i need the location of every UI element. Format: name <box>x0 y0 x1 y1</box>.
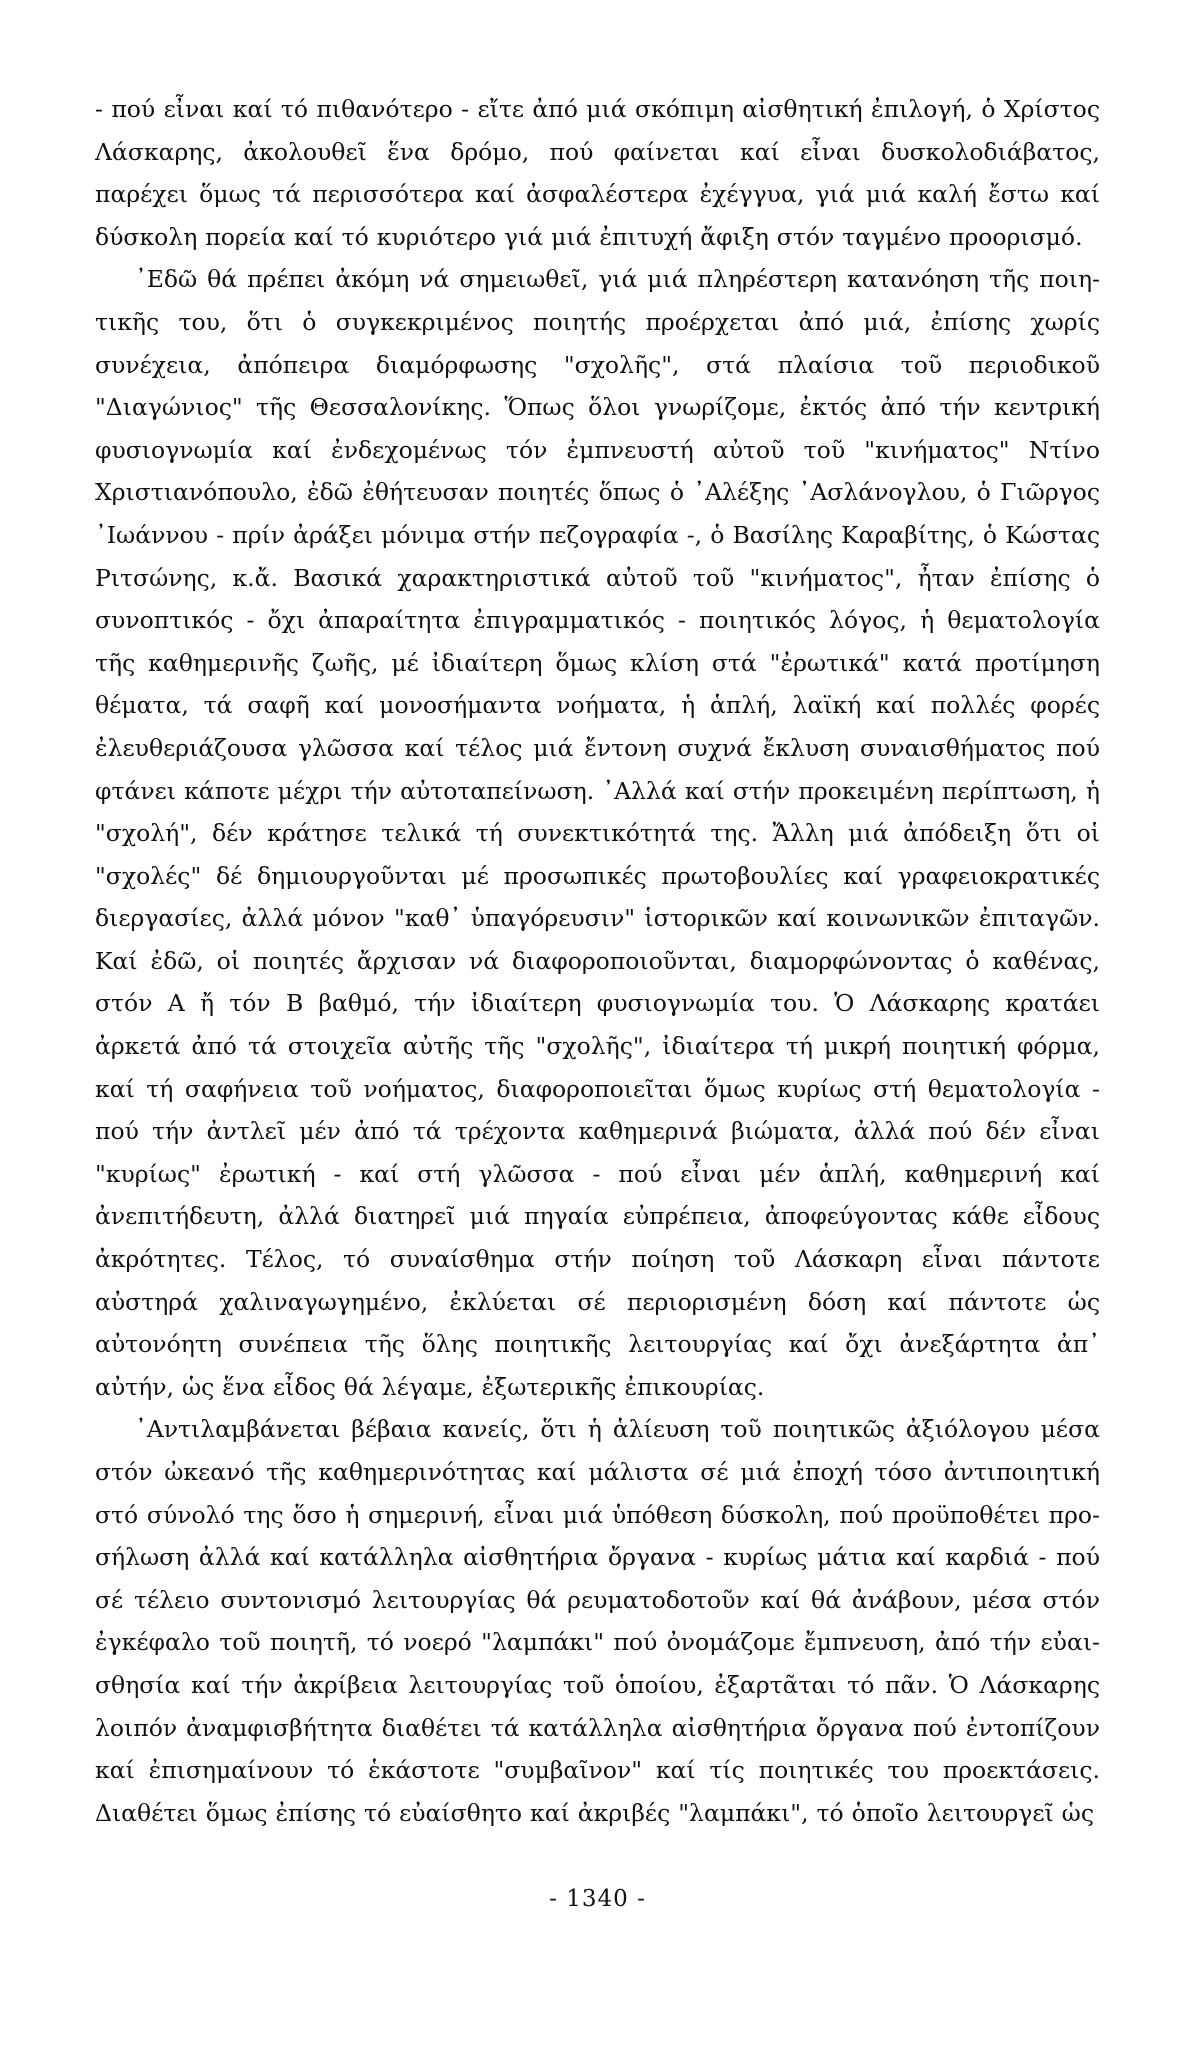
page-number: - 1340 - <box>549 1886 646 1912</box>
paragraph-inspiration: ᾿Αντιλαμβάνεται βέβαια κανείς, ὅτι ἡ ἁλίευση τοῦ ποιητικῶς ἀξιόλογου μέσα στόν ὠκεανό τῆς καθημερινότητας καί μάλιστα σέ μιά ἐποχή τόσο ἀντιποιητική στό σύνολό της ὅσο ἡ σημερινή, εἶναι μιά ὑπόθεση δύσκολη, πού προϋποθέτει προσήλωση ἀλλά καί κατάλληλα αἰσθητήρια ὄργανα - κυρίως μάτια καί καρδιά - πού σέ τέλειο συντονισμό λειτουργίας θά ρευματοδοτοῦν καί θά ἀνάβουν, μέσα στόν ἐγκέφαλο τοῦ ποιητῆ, τό νοερό "λαμπάκι" πού ὀνομάζομε ἔμπνευση, ἀπό τήν εὐαισθησία καί τήν ἀκρίβεια λειτουργίας τοῦ ὁποίου, ἐξαρτᾶται τό πᾶν. Ὁ Λάσκαρης λοιπόν ἀναμφισβήτητα διαθέτει τά κατάλληλα αἰσθητήρια ὄργανα πού ἐντοπίζουν καί ἐπισημαίνουν τό ἑκάστοτε "συμβαῖνον" καί τίς ποιητικές του προεκτάσεις. Διαθέτει ὅμως ἐπίσης τό εὐαίσθητο καί ἀκριβές "λαμπάκι", τό ὁποῖο λειτουργεῖ ὡς <box>95 1415 1100 1827</box>
paragraph-school: ᾿Εδῶ θά πρέπει ἀκόμη νά σημειωθεῖ, γιά μιά πληρέστερη κατανόηση τῆς ποιητικῆς του, ὅτι ὁ συγκεκριμένος ποιητής προέρχεται ἀπό μιά, ἐπίσης χωρίς συνέχεια, ἀπόπειρα διαμόρφωσης "σχολῆς", στά πλαίσια τοῦ περιοδικοῦ "Διαγώνιος" τῆς Θεσσαλονίκης. Ὅπως ὅλοι γνωρίζομε, ἐκτός ἀπό τήν κεντρική φυσιογνωμία καί ἐνδεχομένως τόν ἐμπνευστή αὐτοῦ τοῦ "κινήματος" Ντίνο Χριστιανόπουλο, ἐδῶ ἐθήτευσαν ποιητές ὅπως ὁ ᾿Αλέξης ᾿Ασλάνογλου, ὁ Γιῶργος ᾿Ιωάννου - πρίν ἀράξει μόνιμα στήν πεζογραφία -, ὁ Βασίλης Καραβίτης, ὁ Κώστας Ριτσώνης, κ.ἄ. Βασικά χαρακτηριστικά αὐτοῦ τοῦ "κινήματος", ἦταν ἐπίσης ὁ συνοπτικός - ὄχι ἀπαραίτητα ἐπιγραμματικός - ποιητικός λόγος, ἡ θεματολογία τῆς καθημερινῆς ζωῆς, μέ ἰδιαίτερη ὅμως κλίση στά "ἐρωτικά" κατά προτίμηση θέματα, τά σαφῆ καί μονοσήμαντα νοήματα, ἡ ἁπλή, λαϊκή καί πολλές φορές ἐλευθεριάζουσα γλῶσσα καί τέλος μιά ἔντονη συχνά ἔκλυση συναισθήματος πού φτάνει κάποτε μέχρι τήν αὐτοταπείνωση. ᾿Αλλά καί στήν προκειμένη περίπτωση, ἡ "σχολή", δέν κράτησε τελικά τή συνεκτικότητά της. Ἄλλη μιά ἀπόδειξη ὅτι οἱ "σχολές" δέ δημιουργοῦνται μέ προσωπικές πρωτοβουλίες καί γραφειοκρατικές διεργασίες, ἀλλά μόνον "καθ᾿ ὑπαγόρευσιν" ἱστορικῶν καί κοινωνικῶν ἐπιταγῶν. Καί ἐδῶ, οἱ ποιητές ἄρχισαν νά διαφοροποιοῦνται, διαμορφώνοντας ὁ καθένας, στόν Α ἤ τόν Β βαθμό, τήν ἰδιαίτερη φυσιογνωμία του. Ὁ Λάσκαρης κρατάει ἀρκετά ἀπό τά στοιχεῖα αὐτῆς τῆς "σχολῆς", ἰδιαίτερα τή μικρή ποιητική φόρμα, καί τή σαφήνεια τοῦ νοήματος, διαφοροποιεῖται ὅμως κυρίως στή θεματολογία - πού τήν ἀντλεῖ μέν ἀπό τά τρέχοντα καθημερινά βιώματα, ἀλλά πού δέν εἶναι "κυρίως" ἐρωτική - καί στή γλῶσσα - πού εἶναι μέν ἁπλή, καθημερινή καί ἀνεπιτήδευτη, ἀλλά διατηρεῖ μιά πηγαία εὐπρέπεια, ἀποφεύγοντας κάθε εἶδους ἀκρότητες. Τέλος, τό συναίσθημα στήν ποίηση τοῦ Λάσκαρη εἶναι πάντοτε αὐστηρά χαλιναγωγημένο, ἐκλύεται σέ περιορισμένη δόση καί πάντοτε ὡς αὐτονόητη συνέπεια τῆς ὅλης ποιητικῆς λειτουργίας καί ὄχι ἀνεξάρτητα ἀπ᾿ αὐτήν, ὡς ἕνα εἶδος θά λέγαμε, ἐξωτερικῆς ἐπικουρίας. <box>95 265 1100 1401</box>
paragraph-continuation: - πού εἶναι καί τό πιθανότερο - εἴτε ἀπό μιά σκόπιμη αἰσθητική ἐπιλογή, ὁ Χρίστος Λάσκαρης, ἀκολουθεῖ ἕνα δρόμο, πού φαίνεται καί εἶναι δυσκολοδιάβατος, παρέχει ὅμως τά περισσότερα καί ἀσφαλέστερα ἐχέγγυα, γιά μιά καλή ἔστω καί δύσκολη πορεία καί τό κυριότερο γιά μιά ἐπιτυχή ἄφιξη στόν ταγμένο προορισμό. <box>95 95 1100 251</box>
page-body <box>95 88 1100 1834</box>
